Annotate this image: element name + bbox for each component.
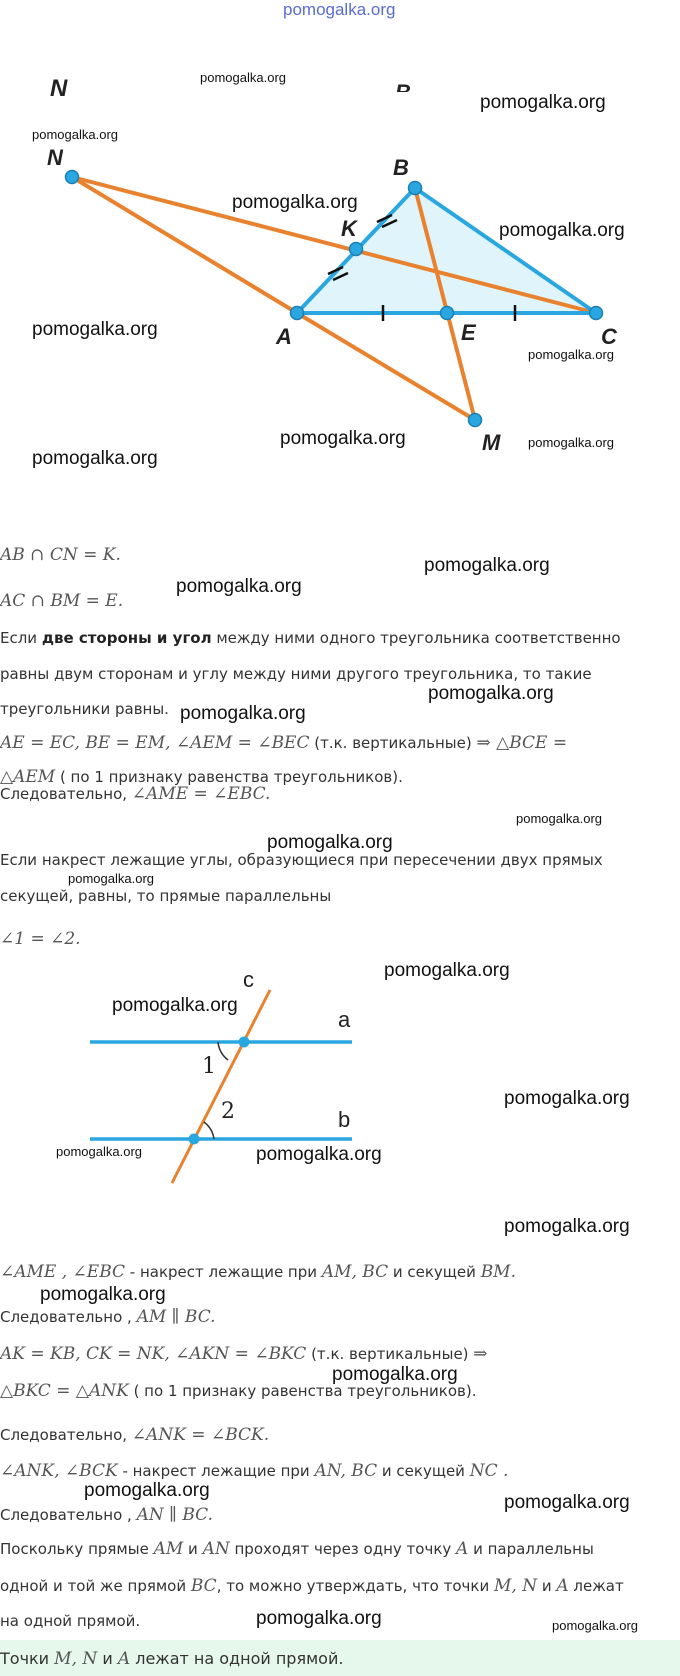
math: AN — [202, 1539, 230, 1559]
watermark: pomogalka.org — [32, 127, 118, 142]
angle-equality: ∠1 = ∠2. — [0, 929, 81, 949]
label-e: E — [461, 320, 476, 345]
triangle-figure — [0, 0, 680, 470]
rule-parallel-line1: Если накрест лежащие углы, образующиеся при пересечении двух прямых — [0, 851, 603, 869]
watermark: pomogalka.org — [499, 220, 625, 241]
text: одной и той же прямой — [0, 1577, 191, 1595]
conclusion-am-parallel-bc — [0, 1307, 670, 1327]
watermark: pomogalka.org — [528, 435, 614, 450]
math: AN, BC — [314, 1461, 378, 1481]
final-reasoning-line3: на одной прямой. — [0, 1612, 141, 1630]
text: (т.к. вертикальные) — [309, 734, 477, 752]
conclusion-angles-2 — [0, 1425, 670, 1445]
watermark: pomogalka.org — [504, 1492, 630, 1513]
line-c — [172, 990, 270, 1183]
math: AK = KB, CK = NK, ∠AKN = ∠BKC — [0, 1344, 307, 1364]
text: Следовательно , — [0, 1308, 137, 1326]
math: ⇒ — [473, 1344, 488, 1364]
equality-bce-aem — [0, 733, 670, 753]
math: M, N — [54, 1649, 98, 1669]
rule-sas-line2: равны двум сторонам и углу между ними другого треугольника, то такие — [0, 665, 592, 683]
watermark: pomogalka.org — [384, 960, 510, 981]
watermark: pomogalka.org — [200, 70, 286, 85]
math: ∠ANK = ∠BCK. — [131, 1425, 270, 1445]
watermark: pomogalka.org — [428, 683, 554, 704]
segment-na — [72, 177, 297, 313]
math: AN ∥ BC. — [136, 1505, 213, 1525]
watermark: pomogalka.org — [180, 703, 306, 724]
text: Поскольку прямые — [0, 1540, 154, 1558]
label-n-cropped: N — [50, 75, 68, 102]
text: Следовательно, — [0, 1426, 132, 1444]
point-a-c — [239, 1037, 250, 1048]
text-bold: две стороны и угол — [41, 629, 212, 647]
conclusion-an-parallel-bc — [0, 1505, 670, 1525]
watermark: pomogalka.org — [552, 1618, 638, 1633]
text: ( по 1 признаку равенства треугольников). — [128, 1382, 477, 1400]
watermark: pomogalka.org — [32, 448, 158, 469]
math: ⇒ △BCE = — [476, 733, 568, 753]
text: Следовательно, — [0, 785, 132, 803]
watermark: pomogalka.org — [84, 1480, 210, 1501]
text: Следовательно , — [0, 1506, 137, 1524]
segment-am — [297, 313, 475, 420]
text: и — [183, 1540, 203, 1558]
math: BC — [190, 1576, 217, 1596]
text: ( по 1 признаку равенства треугольников). — [55, 768, 403, 786]
answer-text — [0, 1649, 670, 1669]
point-b-c — [189, 1134, 200, 1145]
label-angle-2: 2 — [221, 1099, 235, 1124]
text: (т.к. вертикальные) — [306, 1345, 474, 1363]
text: и — [97, 1649, 118, 1668]
label-b: B — [393, 155, 409, 180]
math: △AEM — [0, 767, 56, 787]
math: A — [456, 1539, 469, 1559]
math: NC . — [469, 1461, 509, 1481]
final-reasoning-line1 — [0, 1539, 670, 1559]
alternate-angles-am-bc — [0, 1262, 670, 1282]
math: AM, BC — [321, 1262, 389, 1282]
watermark: pomogalka.org — [56, 1144, 142, 1159]
text: и секущей — [388, 1263, 481, 1281]
label-line-a: a — [338, 1007, 351, 1032]
label-c: C — [601, 324, 617, 349]
text: Точки — [0, 1649, 55, 1668]
text: и секущей — [377, 1462, 470, 1480]
text: лежат — [568, 1577, 624, 1595]
label-m: M — [482, 430, 501, 455]
alternate-angles-an-bc — [0, 1461, 670, 1481]
text: между ними одного треугольника соответственно — [211, 629, 621, 647]
math: ∠AME = ∠EBC. — [131, 784, 271, 804]
answer-box — [0, 1640, 680, 1676]
final-reasoning-line2 — [0, 1576, 670, 1596]
text: и — [537, 1577, 557, 1595]
math: △BKC = △ANK — [0, 1381, 129, 1401]
watermark: pomogalka.org — [528, 347, 614, 362]
watermark: pomogalka.org — [256, 1144, 382, 1165]
watermark: pomogalka.org — [504, 1088, 630, 1109]
label-k: K — [341, 216, 357, 241]
watermark: pomogalka.org — [256, 1608, 382, 1629]
text: проходят через одну точку — [229, 1540, 457, 1558]
conclusion-angles-1 — [0, 784, 670, 804]
watermark: pomogalka.org — [32, 319, 158, 340]
watermark: pomogalka.org — [68, 871, 154, 886]
watermark: pomogalka.org — [280, 428, 406, 449]
angle-arc-1 — [218, 1042, 228, 1060]
line-intersection-k: AB ∩ CN = K. — [0, 545, 121, 565]
math: ∠ANK, ∠BCK — [0, 1461, 118, 1481]
equality-bkc-ank-cont — [0, 1381, 670, 1401]
text: - накрест лежащие при — [117, 1462, 315, 1480]
watermark: pomogalka.org — [332, 1364, 458, 1385]
math: AM ∥ BC. — [136, 1307, 216, 1327]
text: - накрест лежащие при — [125, 1263, 322, 1281]
label-a: A — [276, 324, 292, 349]
rule-sas-line3: треугольники равны. — [0, 700, 169, 718]
equality-bkc-ank — [0, 1344, 670, 1364]
watermark: pomogalka.org — [504, 1216, 630, 1237]
watermark: pomogalka.org — [176, 576, 302, 597]
text: Если — [0, 629, 42, 647]
watermark: pomogalka.org — [424, 555, 550, 576]
rule-sas-line1 — [0, 629, 670, 647]
watermark: pomogalka.org — [267, 832, 393, 853]
label-angle-1: 1 — [202, 1054, 216, 1079]
text: и параллельны — [468, 1540, 594, 1558]
watermark: pomogalka.org — [516, 811, 602, 826]
rule-parallel-line2: секущей, равны, то прямые параллельны — [0, 887, 332, 905]
watermark: pomogalka.org — [232, 192, 358, 213]
math: M, N — [493, 1576, 538, 1596]
watermark: pomogalka.org — [283, 0, 396, 19]
angle-arc-2 — [204, 1122, 214, 1139]
watermark: pomogalka.org — [40, 1284, 166, 1305]
text: , то можно утверждать, что точки — [216, 1577, 494, 1595]
watermark: pomogalka.org — [480, 92, 606, 113]
math: BM. — [480, 1262, 516, 1282]
math: AM — [153, 1539, 184, 1559]
label-n: N — [47, 145, 63, 170]
label-line-b: b — [338, 1107, 351, 1132]
math: A — [117, 1649, 131, 1669]
label-line-c: c — [243, 967, 254, 992]
watermark: pomogalka.org — [112, 995, 238, 1016]
triangle-abc-fill — [297, 188, 596, 313]
math: AE = EC, BE = EM, ∠AEM = ∠BEC — [0, 733, 310, 753]
math: ∠AME , ∠EBC — [0, 1262, 126, 1282]
line-intersection-e: AC ∩ BM = E. — [0, 591, 124, 611]
text: лежат на одной прямой. — [130, 1649, 344, 1668]
math: A — [556, 1576, 569, 1596]
parallel-lines-figure — [80, 965, 380, 1190]
